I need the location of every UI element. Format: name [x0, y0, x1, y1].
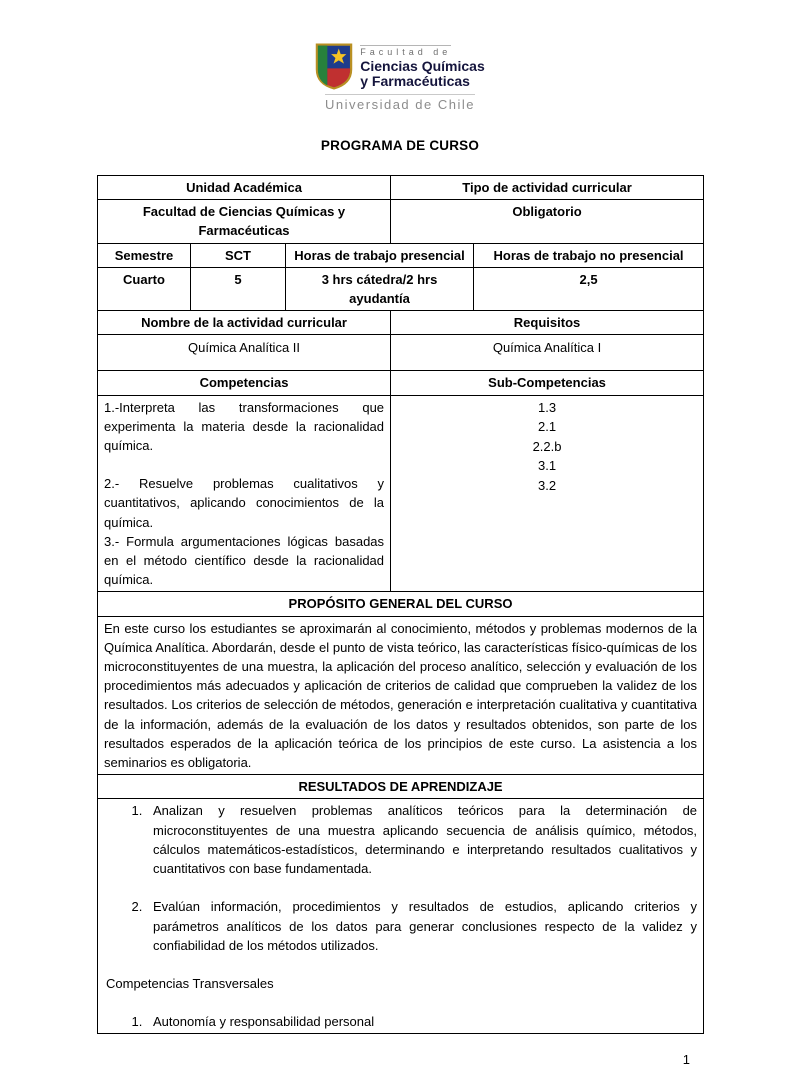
row-unidad-tipo-headers: [98, 176, 704, 200]
university-shield-icon: [315, 42, 353, 91]
transversales-list: [104, 1012, 697, 1031]
sub-competencias-header: Sub-Competencias: [391, 371, 704, 395]
logo-top-row: [315, 42, 485, 91]
document-title: PROGRAMA DE CURSO: [320, 138, 480, 153]
competencias-transversales-label: Competencias Transversales: [106, 975, 274, 991]
resultado-item-1: 1. Analizan y resuelven problemas analíticos teóricos para la determinación de microconstituyentes de una muestra aplicando secuencia de análisis químico, métodos, cálculos matemáticos-estadísticos, determinando e interpretando resultados cualitativos y cuantitativos con base fundamentada.: [146, 801, 697, 878]
row-horario-values: [98, 267, 704, 310]
page-number: 1: [682, 1052, 690, 1067]
sct-value: 5: [191, 267, 286, 310]
row-competencias-headers: [98, 371, 704, 395]
proposito-text: En este curso los estudiantes se aproximarán al conocimiento, métodos y problemas modernos de la Química Analítica. Abordarán, desde el punto de vista teórico, las características físico-químicas de los microconstituyentes de una muestra, la aplicación del proceso analítico, selección y evaluación de los procedimientos más adecuados y aplicación de criterios de calidad que comprueben la validez de los resultados. Los criterios de selección de métodos, generación e interpretación cualitativa y cuantitativa de la información, además de la evaluación de los datos y resultados obtenidos, son parte de los resultados esperados de la aplicación teórica de los principios de este curso. La asistencia a los seminarios es obligatoria.: [98, 616, 704, 775]
sct-header: SCT: [191, 243, 286, 267]
sub-competencia-item: 3.1: [538, 458, 557, 474]
nombre-actividad-value: Química Analítica II: [98, 335, 391, 371]
horas-presencial-header: Horas de trabajo presencial: [286, 243, 474, 267]
row-competencias-content: [98, 395, 704, 592]
resultados-section-header: RESULTADOS DE APRENDIZAJE: [98, 775, 704, 799]
resultado-item-2: 2. Evalúan información, procedimientos y resultados de estudios, aplicando criterios y parámetros analíticos de los datos para generar conclusiones respecto de la validez y confiabilidad de los métodos utilizados.: [146, 897, 697, 955]
row-resultados-content: [98, 799, 704, 1034]
requisitos-value: Química Analítica I: [391, 335, 704, 371]
row-resultados-header: [98, 775, 704, 799]
transversal-item-1: 1. Autonomía y responsabilidad personal: [146, 1012, 697, 1031]
logo-university-name: Universidad de Chile: [325, 94, 475, 112]
row-unidad-tipo-values: [98, 200, 704, 243]
sub-competencia-item: 3.2: [538, 477, 557, 493]
sub-competencia-item: 1.3: [538, 399, 557, 415]
sub-competencias-list-cell: [391, 395, 704, 592]
competencia-item-1: 1.-Interpreta las transformaciones que experimenta la materia desde la racionalidad química.: [104, 399, 385, 454]
semestre-value: Cuarto: [98, 267, 191, 310]
tipo-actividad-value: Obligatorio: [391, 200, 704, 243]
nombre-actividad-header: Nombre de la actividad curricular: [98, 311, 391, 335]
row-nombre-requisitos-headers: [98, 311, 704, 335]
course-program-table: [97, 175, 704, 1034]
row-horario-headers: [98, 243, 704, 267]
row-proposito-header: [98, 592, 704, 616]
competencias-text-cell: [98, 395, 391, 592]
competencia-item-2: 2.- Resuelve problemas cualitativos y cuantitativos, aplicando conocimientos de la química.: [104, 476, 385, 530]
logo-faculty-name-line2: y Farmacéuticas: [360, 72, 470, 89]
row-proposito-text: [98, 616, 704, 775]
logo-facultad-line: Facultad de: [360, 46, 452, 57]
horas-presencial-value: 3 hrs cátedra/2 hrs ayudantía: [286, 267, 474, 310]
proposito-section-header: PROPÓSITO GENERAL DEL CURSO: [98, 592, 704, 616]
unidad-academica-value: Facultad de Ciencias Químicas y Farmacéuticas: [98, 200, 391, 243]
logo-faculty-name-line1: Ciencias Químicas: [360, 57, 485, 74]
resultados-content-cell: [98, 799, 704, 1034]
semestre-header: Semestre: [98, 243, 191, 267]
faculty-logo: [0, 0, 800, 112]
competencias-header: Competencias: [98, 371, 391, 395]
requisitos-header: Requisitos: [391, 311, 704, 335]
row-nombre-requisitos-values: [98, 335, 704, 371]
logo-text-block: [360, 45, 485, 89]
resultados-list: [104, 801, 697, 954]
horas-no-presencial-header: Horas de trabajo no presencial: [474, 243, 704, 267]
horas-no-presencial-value: 2,5: [474, 267, 704, 310]
unidad-academica-header: Unidad Académica: [98, 176, 391, 200]
competencia-item-3: 3.- Formula argumentaciones lógicas basadas en el método científico desde la racionalidad química.: [104, 533, 385, 588]
sub-competencia-item: 2.1: [538, 419, 557, 435]
sub-competencia-item: 2.2.b: [532, 438, 562, 454]
tipo-actividad-header: Tipo de actividad curricular: [391, 176, 704, 200]
